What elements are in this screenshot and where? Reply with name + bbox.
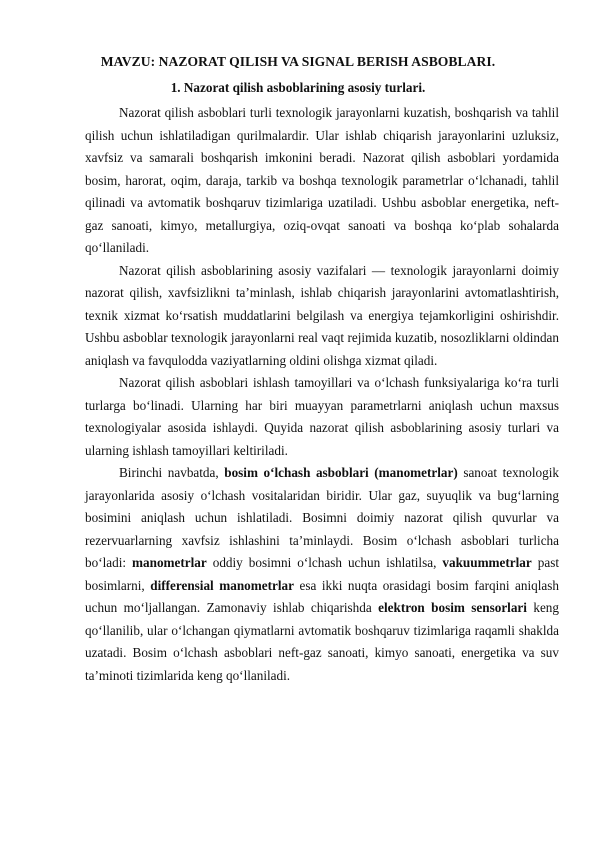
paragraph-4-text: esa ikki nuqta orasidagi bosim farqini aniqlash uchun moʻljallangan. Zamonaviy ishlab chiqarishda [85, 577, 559, 615]
term-pressure-gauges: bosim oʻlchash asboblari (manometrlar) [224, 465, 458, 480]
document-body [85, 102, 559, 687]
paragraph-4-text: oddiy bosimni oʻlchash uchun ishlatilsa, [206, 555, 443, 570]
paragraph-1: Nazorat qilish asboblari turli texnologik jarayonlarni kuzatish, boshqarish va tahlil qilish uchun ishlatiladigan qurilmalardir. Ular ishlab chiqarish jarayonlarini uzluksiz, xavfsiz va samarali boshqarish imkonini beradi. Nazorat qilish asboblari yordamida bosim, harorat, oqim, daraja, tarkib va boshqa texnologik parametrlar oʻlchanadi, tahlil qilinadi va avtomatik boshqaruv tizimlariga uzatiladi. Ushbu asboblar energetika, neft-gaz sanoati, kimyo, metallurgiya, oziq-ovqat sanoati va boshqa koʻplab sohalarda qoʻllaniladi. [85, 105, 559, 255]
term-manometers: manometrlar [132, 555, 207, 570]
paragraph-4-text: keng qoʻllanilib, ular oʻlchangan qiymatlarni avtomatik boshqaruv tizimlariga raqamli shaklda uzatadi. Bosim oʻlchash asboblari neft-gaz sanoati, kimyo sanoati, energetika va suv taʼminoti tizimlarida keng qoʻllaniladi. [85, 600, 559, 683]
paragraph-4-text: sanoat texnologik jarayonlarida asosiy oʻlchash vositalaridan biridir. Ular gaz, suyuqlik va bugʻlarning bosimini aniqlash uchun ishlatiladi. Bosimni doimiy nazorat qilish quvurlar va rezervuarlarning xavfsiz ishlashini taʼminlaydi. Bosim oʻlchash asboblari turlicha boʻladi: [85, 465, 559, 570]
paragraph-2: Nazorat qilish asboblarining asosiy vazifalari — texnologik jarayonlarni doimiy nazorat qilish, xavfsizlikni taʼminlash, ishlab chiqarish jarayonlarini avtomatlashtirish, texnik xizmat koʻrsatish muddatlarini belgilash va energiya tejamkorligini oshirishdir. Ushbu asboblar texnologik jarayonlarni real vaqt rejimida kuzatib, nosozliklarni oldindan aniqlash va favqulodda vaziyatlarning oldini olishga xizmat qiladi. [85, 262, 559, 368]
paragraph-3: Nazorat qilish asboblari ishlash tamoyillari va oʻlchash funksiyalariga koʻra turli turlarga boʻlinadi. Ularning har biri muayyan parametrlarni aniqlash uchun maxsus texnologiyalar asosida ishlaydi. Quyida nazorat qilish asboblarining asosiy turlari va ularning ishlash tamoyillari keltiriladi. [85, 375, 559, 458]
paragraph-4-text: past bosimlarni, [85, 555, 559, 593]
term-electronic-pressure-sensors: elektron bosim sensorlari [378, 600, 527, 615]
term-differential-manometers: differensial manometrlar [150, 577, 294, 593]
page-title: MAVZU: NAZORAT QILISH VA SIGNAL BERISH ASBOBLARI. [100, 54, 496, 69]
term-vacuum-gauges: vakuummetrlar [442, 555, 532, 570]
paragraph-4 [85, 462, 559, 687]
section-heading: 1. Nazorat qilish asboblarining asosiy turlari. [170, 80, 426, 95]
paragraph-4-text: Birinchi navbatda, [119, 465, 225, 480]
